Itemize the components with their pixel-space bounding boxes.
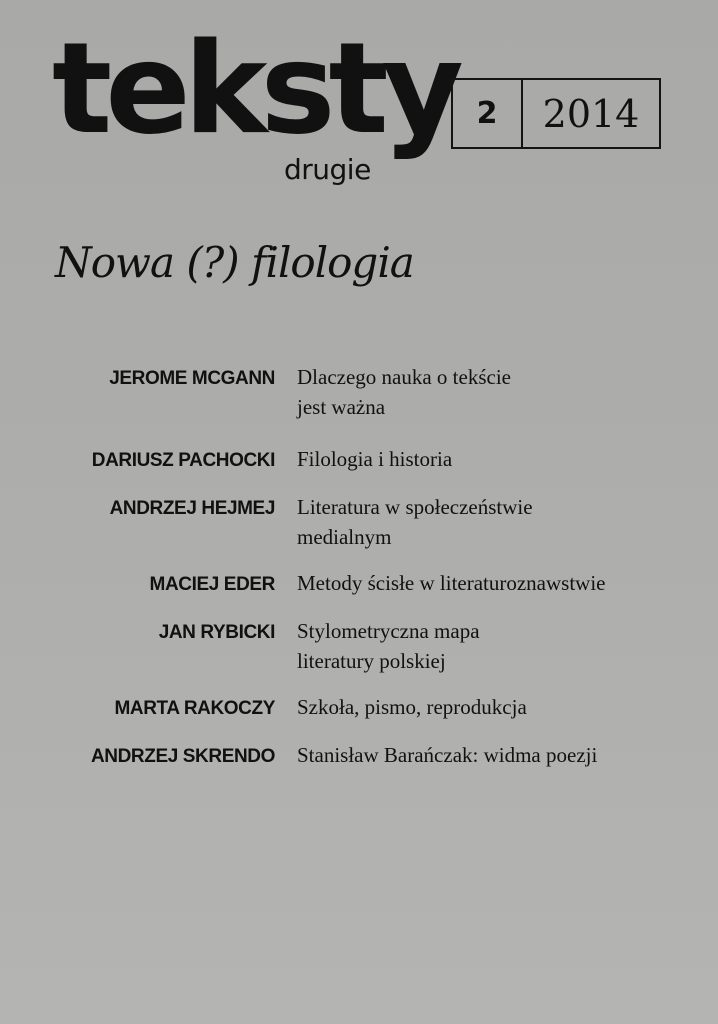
toc-title <box>297 616 697 676</box>
toc-author: JAN RYBICKI <box>158 622 275 643</box>
toc-entry <box>0 492 718 552</box>
toc-title-line: Stanisław Barańczak: widma poezji <box>297 743 598 767</box>
toc-entry <box>0 568 718 600</box>
toc-title <box>297 492 697 552</box>
toc-title-line: Szkoła, pismo, reprodukcja <box>297 695 527 719</box>
logo-main-text: teksty <box>52 15 457 162</box>
toc-title-line: Metody ścisłe w literaturoznawstwie <box>297 571 606 595</box>
journal-logo <box>52 15 457 200</box>
toc-title <box>297 444 697 474</box>
toc-author: MARTA RAKOCZY <box>114 698 275 719</box>
issue-number: 2 <box>453 80 523 147</box>
toc-author: DARIUSZ PACHOCKI <box>91 450 275 471</box>
toc-title <box>297 362 697 422</box>
table-of-contents <box>0 362 718 772</box>
toc-title-line: jest ważna <box>297 395 386 419</box>
issue-year: 2014 <box>542 91 640 136</box>
toc-entry <box>0 740 718 772</box>
toc-entry <box>0 692 718 724</box>
toc-title-line: medialnym <box>297 525 392 549</box>
toc-author: JEROME MCGANN <box>109 368 275 389</box>
toc-entry <box>0 616 718 676</box>
toc-title-line: Filologia i historia <box>297 447 453 471</box>
issue-title: Nowa (?) filologia <box>55 238 414 287</box>
toc-entry <box>0 362 718 422</box>
toc-entry <box>0 444 718 476</box>
toc-title <box>297 692 697 722</box>
toc-author: ANDRZEJ HEJMEJ <box>109 498 275 519</box>
toc-title-line: Stylometryczna mapa <box>297 619 480 643</box>
toc-title <box>297 740 697 770</box>
toc-author: MACIEJ EDER <box>149 574 275 595</box>
toc-title-line: literatury polskiej <box>297 649 446 673</box>
toc-title-line: Literatura w społeczeństwie <box>297 495 533 519</box>
logo-sub-text: drugie <box>284 153 371 186</box>
toc-author: ANDRZEJ SKRENDO <box>90 746 275 767</box>
issue-box <box>451 78 661 149</box>
toc-title <box>297 568 697 598</box>
toc-title-line: Dlaczego nauka o tekście <box>297 365 511 389</box>
